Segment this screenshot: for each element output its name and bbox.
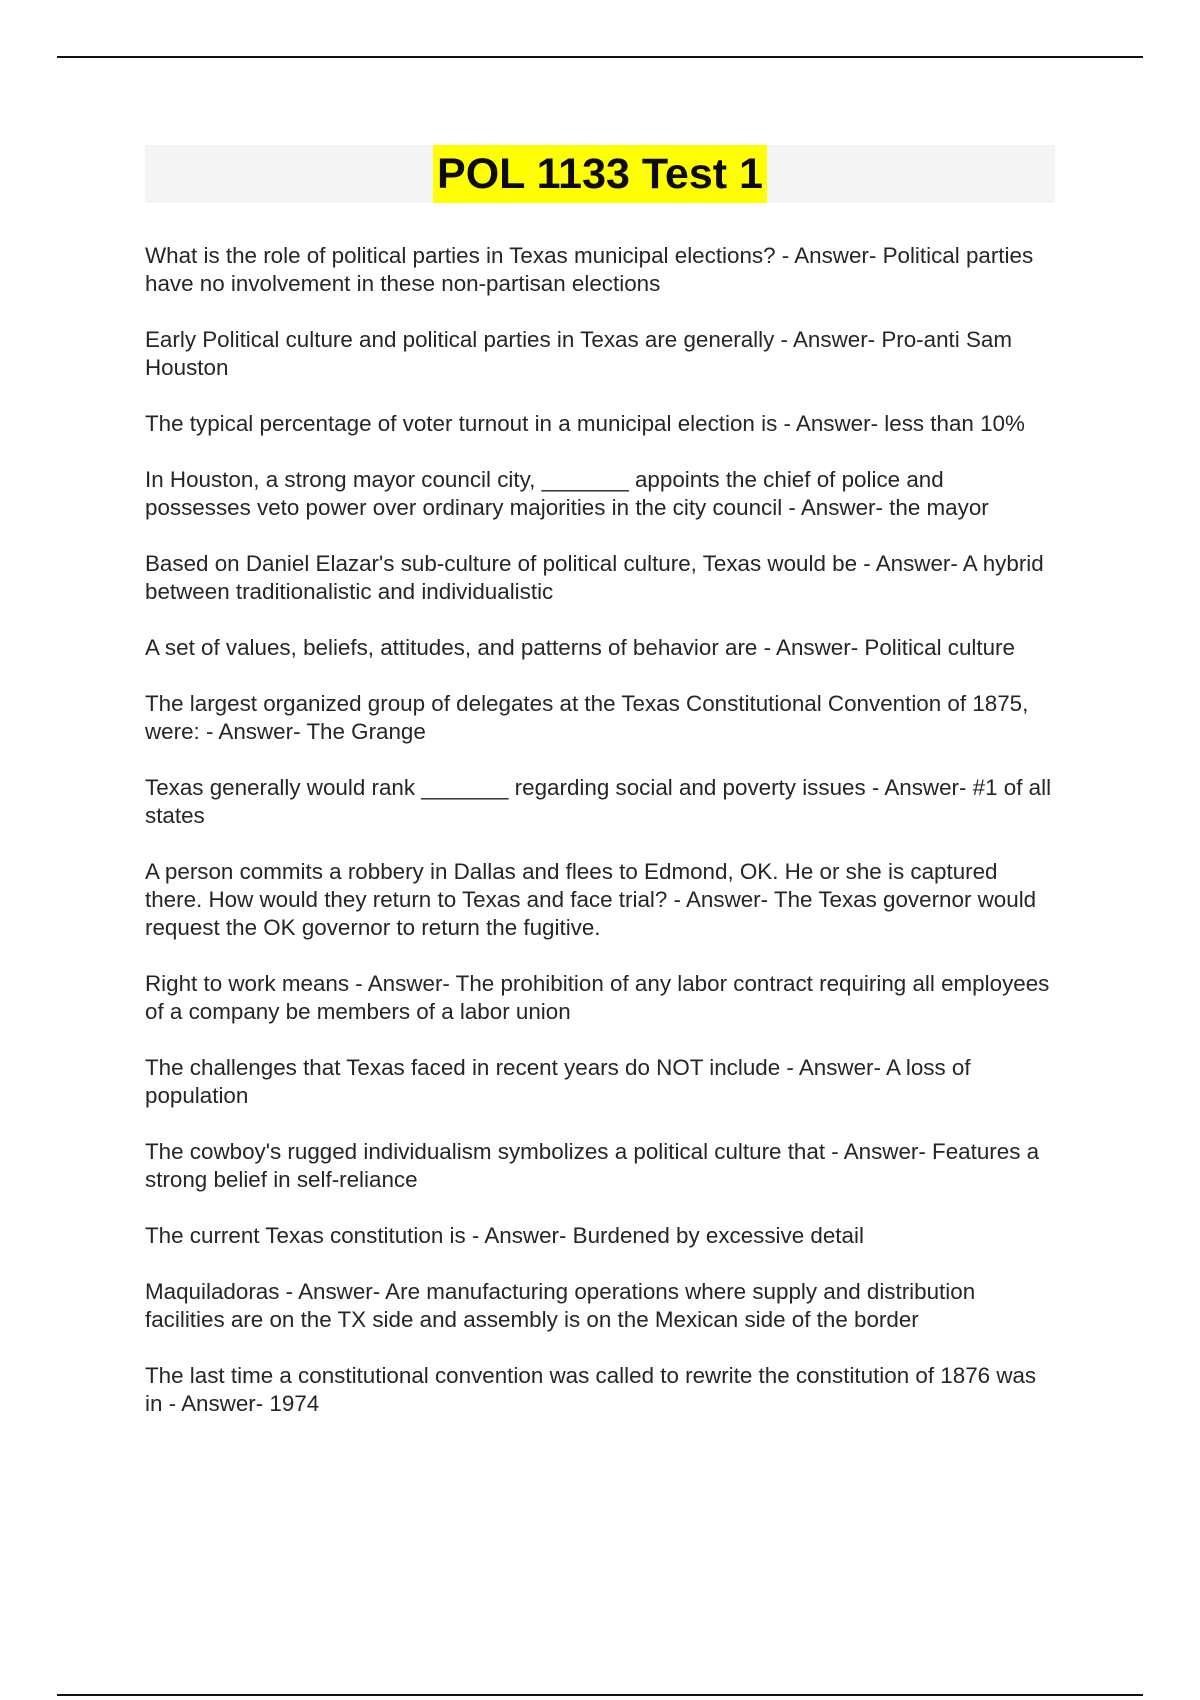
qa-item: Texas generally would rank _______ regarding social and poverty issues - Answer- #1 of all states bbox=[145, 775, 1052, 828]
qa-item: What is the role of political parties in Texas municipal elections? - Answer- Political parties have no involvement in these non-partisan elections bbox=[145, 243, 1034, 296]
top-divider bbox=[57, 56, 1143, 58]
qa-list bbox=[145, 242, 1055, 1446]
qa-item: In Houston, a strong mayor council city, _______ appoints the chief of police and possesses veto power over ordinary majorities in the city council - Answer- the mayor bbox=[145, 467, 989, 520]
qa-item: The typical percentage of voter turnout in a municipal election is - Answer- less than 10% bbox=[145, 411, 1025, 436]
qa-item: Maquiladoras - Answer- Are manufacturing operations where supply and distribution facilities are on the TX side and assembly is on the Mexican side of the border bbox=[145, 1279, 976, 1332]
qa-item: The largest organized group of delegates at the Texas Constitutional Convention of 1875, were: - Answer- The Grange bbox=[145, 691, 1029, 744]
qa-item: The cowboy's rugged individualism symbolizes a political culture that - Answer- Features a strong belief in self-reliance bbox=[145, 1139, 1040, 1192]
qa-item: Early Political culture and political parties in Texas are generally - Answer- Pro-anti Sam Houston bbox=[145, 327, 1012, 380]
qa-item: The challenges that Texas faced in recent years do NOT include - Answer- A loss of population bbox=[145, 1055, 971, 1108]
qa-item: A person commits a robbery in Dallas and flees to Edmond, OK. He or she is captured there. How would they return to Texas and face trial? - Answer- The Texas governor would request the OK governor to return the fugitive. bbox=[145, 859, 1037, 940]
qa-item: The last time a constitutional convention was called to rewrite the constitution of 1876 was in - Answer- 1974 bbox=[145, 1363, 1037, 1416]
qa-item: Right to work means - Answer- The prohibition of any labor contract requiring all employees of a company be members of a labor union bbox=[145, 971, 1050, 1024]
qa-item: The current Texas constitution is - Answer- Burdened by excessive detail bbox=[145, 1223, 864, 1248]
document-title: POL 1133 Test 1 bbox=[433, 145, 767, 203]
bottom-divider bbox=[57, 1694, 1143, 1696]
qa-item: Based on Daniel Elazar's sub-culture of political culture, Texas would be - Answer- A hybrid between traditionalistic and individualistic bbox=[145, 551, 1044, 604]
title-band bbox=[145, 145, 1055, 203]
qa-item: A set of values, beliefs, attitudes, and patterns of behavior are - Answer- Political culture bbox=[145, 635, 1015, 660]
